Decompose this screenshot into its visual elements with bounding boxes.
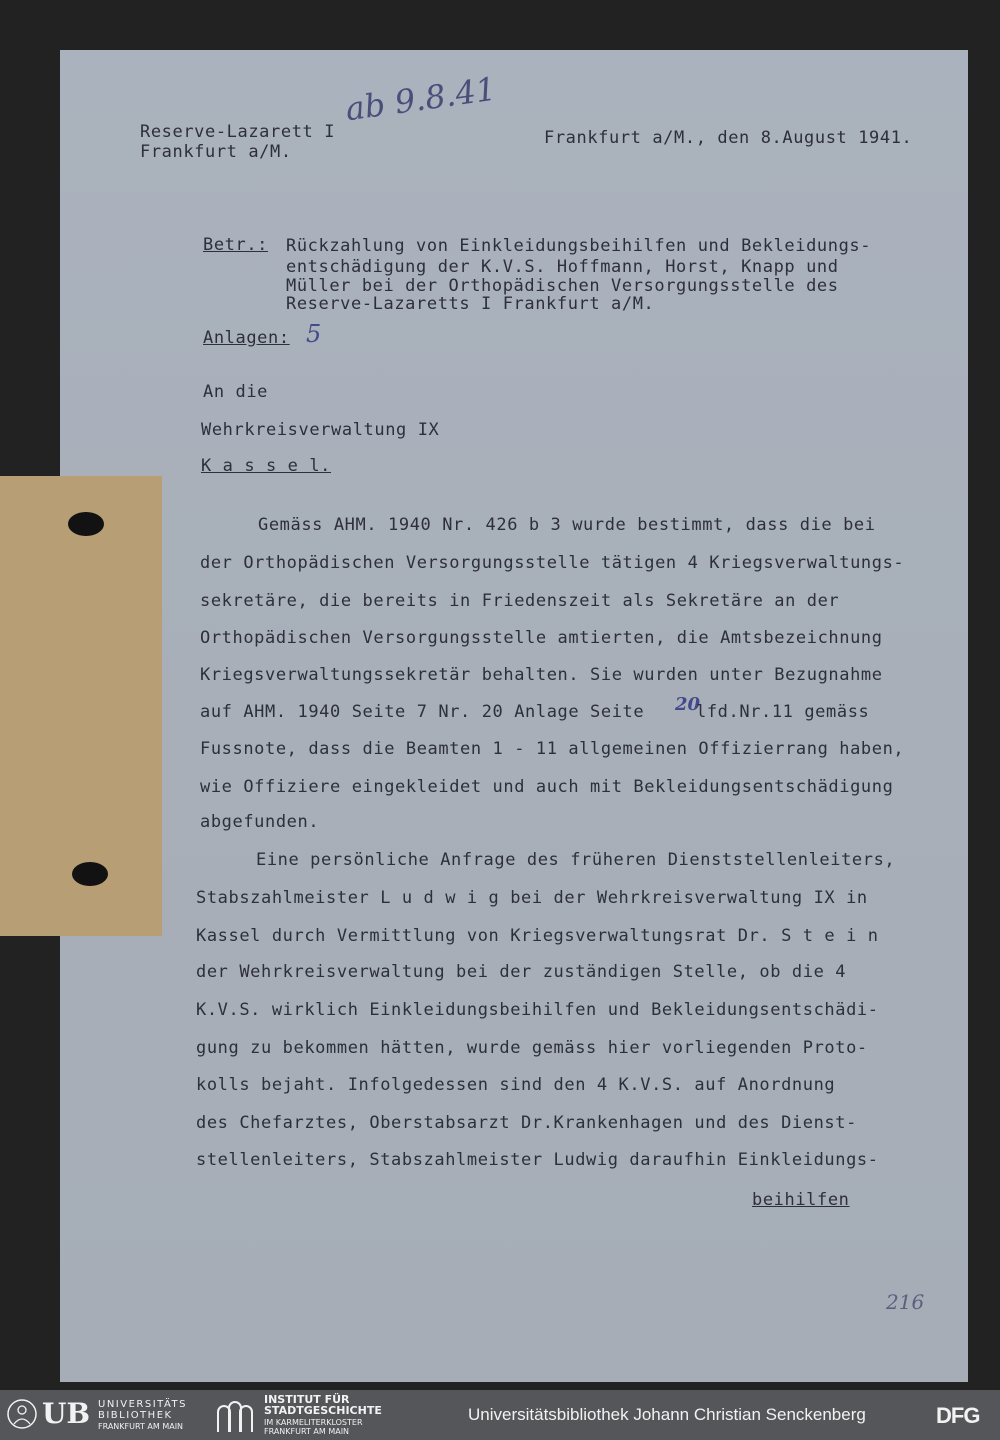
body-line: Kriegsverwaltungssekretär behalten. Sie wurden unter Bezugnahme bbox=[200, 665, 883, 685]
body-line: der Wehrkreisverwaltung bei der zuständigen Stelle, ob die 4 bbox=[196, 962, 847, 982]
body-line: K.V.S. wirklich Einkleidungsbeihilfen und Bekleidungsentschädi- bbox=[196, 1000, 879, 1020]
isg-name-line: STADTGESCHICHTE bbox=[264, 1404, 382, 1417]
recipient-city: K a s s e l. bbox=[201, 456, 332, 476]
body-line: der Orthopädischen Versorgungsstelle tätigen 4 Kriegsverwaltungs- bbox=[200, 553, 905, 573]
ink-page-ref: 20 bbox=[675, 694, 701, 715]
isg-name-line: IM KARMELITERKLOSTER bbox=[264, 1418, 363, 1427]
body-line: des Chefarztes, Oberstabsarzt Dr.Krankenhagen und des Dienst- bbox=[196, 1113, 857, 1133]
body-line: wie Offiziere eingekleidet und auch mit Bekleidungsentschädigung bbox=[200, 777, 894, 797]
subject-line: Müller bei der Orthopädischen Versorgungsstelle des bbox=[286, 276, 839, 296]
subject-line: entschädigung der K.V.S. Hoffmann, Horst, Knapp und bbox=[286, 257, 839, 277]
body-line: Stabszahlmeister L u d w i g bei der Wehrkreisverwaltung IX in bbox=[196, 888, 868, 908]
body-line: Eine persönliche Anfrage des früheren Dienststellenleiters, bbox=[256, 850, 896, 870]
body-line: Orthopädischen Versorgungsstelle amtierten, die Amtsbezeichnung bbox=[200, 628, 883, 648]
recipient-line: An die bbox=[203, 382, 269, 402]
catchword: beihilfen bbox=[752, 1190, 850, 1210]
ub-name-line: BIBLIOTHEK bbox=[98, 1410, 173, 1421]
ub-name-line: UNIVERSITÄTS bbox=[98, 1399, 188, 1410]
sender-line-2: Frankfurt a/M. bbox=[140, 142, 292, 162]
recipient-name: Wehrkreisverwaltung IX bbox=[201, 420, 440, 440]
folio-number: 216 bbox=[886, 1290, 925, 1314]
body-line: Gemäss AHM. 1940 Nr. 426 b 3 wurde bestimmt, dass die bei bbox=[258, 515, 876, 535]
punch-hole bbox=[68, 512, 104, 536]
letter-page bbox=[60, 50, 968, 1382]
body-line: kolls bejaht. Infolgedessen sind den 4 K.V.S. auf Anordnung bbox=[196, 1075, 836, 1095]
footer-bar bbox=[0, 1390, 1000, 1440]
punch-hole bbox=[72, 862, 108, 886]
body-line: sekretäre, die bereits in Friedenszeit als Sekretäre an der bbox=[200, 591, 840, 611]
ub-seal-icon bbox=[6, 1398, 38, 1430]
body-line: Fussnote, dass die Beamten 1 - 11 allgemeinen Offizierrang haben, bbox=[200, 739, 905, 759]
attachments-count: 5 bbox=[306, 320, 322, 348]
isg-arches-icon bbox=[214, 1398, 256, 1432]
dfg-logo: DFG bbox=[936, 1403, 980, 1428]
ub-name-line: FRANKFURT AM MAIN bbox=[98, 1422, 184, 1431]
body-line: Kassel durch Vermittlung von Kriegsverwaltungsrat Dr. S t e i n bbox=[196, 926, 879, 946]
subject-line: Reserve-Lazaretts I Frankfurt a/M. bbox=[286, 294, 655, 314]
body-line: auf AHM. 1940 Seite 7 Nr. 20 Anlage Seite bbox=[200, 702, 645, 722]
subject-label: Betr.: bbox=[203, 235, 269, 255]
place-date: Frankfurt a/M., den 8.August 1941. bbox=[544, 128, 913, 148]
body-line: lfd.Nr.11 gemäss bbox=[696, 702, 870, 722]
body-line: abgefunden. bbox=[200, 812, 320, 832]
ub-logo-text: UB bbox=[42, 1397, 91, 1430]
sender-line-1: Reserve-Lazarett I bbox=[140, 122, 336, 142]
subject-line: Rückzahlung von Einkleidungsbeihilfen und Bekleidungs- bbox=[286, 236, 872, 256]
pencil-note: ab 9.8.41 bbox=[343, 69, 499, 129]
attachments-label: Anlagen: bbox=[203, 328, 290, 348]
isg-name-line: FRANKFURT AM MAIN bbox=[264, 1427, 350, 1436]
body-line: stellenleiters, Stabszahlmeister Ludwig daraufhin Einkleidungs- bbox=[196, 1150, 879, 1170]
footer-title: Universitätsbibliothek Johann Christian Senckenberg bbox=[468, 1405, 866, 1424]
isg-name-line: INSTITUT FÜR bbox=[264, 1393, 350, 1406]
body-line: gung zu bekommen hätten, wurde gemäss hier vorliegenden Proto- bbox=[196, 1038, 868, 1058]
